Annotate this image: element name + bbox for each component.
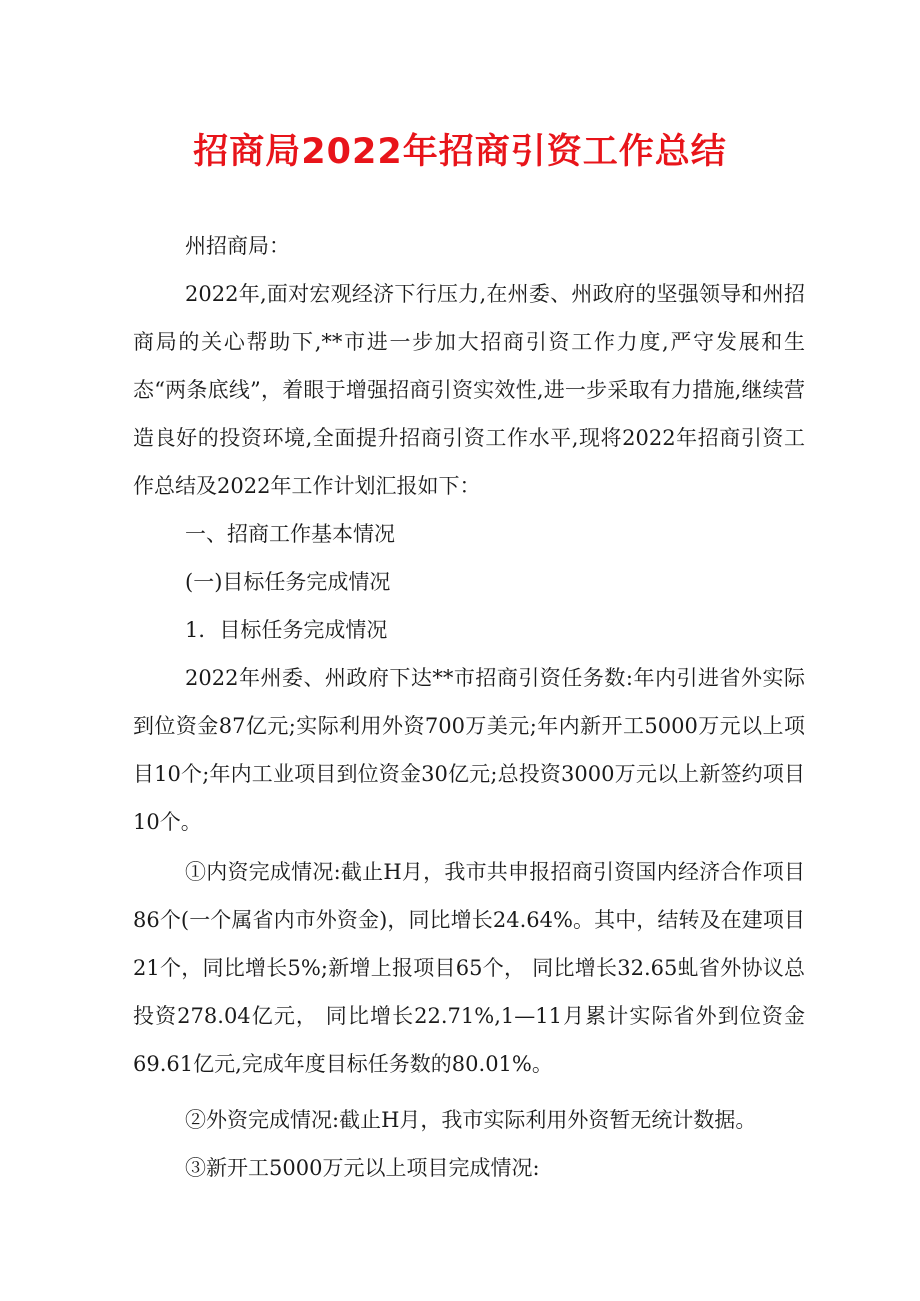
- intro-paragraph: 2022年,面对宏观经济下行压力,在州委、州政府的坚强领导和州招商局的关心帮助下,**市进一步加大招商引资工作力度,严守发展和生态“两条底线”，着眼于增强招商引资实效性,进一步采取有力措施,继续营造良好的投资环境,全面提升招商引资工作水平,现将2022年招商引资工作总结及2022年工作计划汇报如下：: [133, 282, 805, 498]
- task-paragraph: 2022年州委、州政府下达**市招商引资任务数:年内引进省外实际到位资金87亿元;实际利用外资700万美元;年内新开工5000万元以上项目10个;年内工业项目到位资金30亿元;总投资3000万元以上新签约项目10个。: [133, 666, 805, 834]
- domestic-capital-paragraph: ①内资完成情况:截止H月，我市共申报招商引资国内经济合作项目86个(一个属省内市外资金)，同比增长24.64%。其中，结转及在建项目21个，同比增长5%;新增上报项目65个， 同比增长32.65虬省外协议总投资278.04亿元， 同比增长22.71%,1—11月累计实际省外到位资金69.61亿元,完成年度目标任务数的80.01%。: [133, 860, 805, 1076]
- document-body: [133, 222, 805, 1192]
- new-projects-paragraph: ③新开工5000万元以上项目完成情况:: [185, 1156, 540, 1180]
- subsection-heading: (一)目标任务完成情况: [185, 570, 391, 594]
- document-title: 招商局2022年招商引资工作总结: [193, 132, 727, 172]
- foreign-capital-paragraph: ②外资完成情况:截止H月，我市实际利用外资暂无统计数据。: [185, 1108, 757, 1132]
- item-heading: 1．目标任务完成情况: [185, 618, 388, 642]
- section-heading: 一、招商工作基本情况: [185, 522, 395, 546]
- salutation: 州招商局：: [185, 234, 290, 258]
